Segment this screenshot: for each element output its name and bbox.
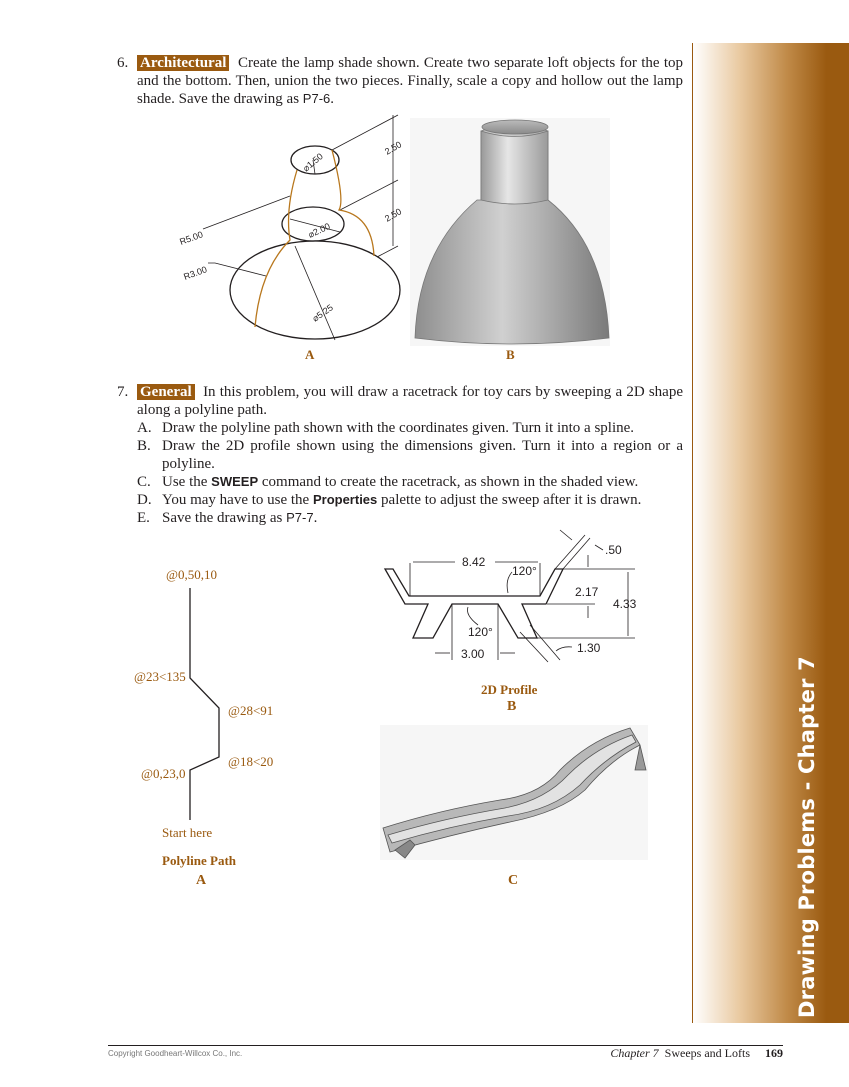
polyline-caption: Polyline Path [162,853,237,868]
problem-7-number: 7. [117,384,129,400]
step-d [137,491,683,509]
coord-label-4: @18<20 [228,754,274,769]
dim-width-842: 8.42 [462,555,486,569]
dim-d200: ⌀2.00 [306,221,332,240]
sidebar-title: Drawing Problems - Chapter 7 [795,656,819,1018]
polyline-path [190,588,219,820]
coord-label-2: @23<135 [134,669,186,684]
dim-height-bottom: 2.50 [383,206,404,224]
problem-6-filename: P7-6 [302,91,331,106]
step-c [137,473,683,491]
problem-6-number: 6. [117,55,129,71]
lampshade-wireframe [203,115,400,340]
problem-7-body: In this problem, you will draw a racetrack for toy cars by sweeping a 2D shape along a polyline path. [137,384,683,418]
step-e-pre: Save the drawing as [162,510,287,526]
step-d-pre: You may have to use the [162,492,313,508]
dim-thickness-050: .50 [605,543,622,557]
step-e [137,509,683,527]
dim-angle-bottom: 120° [468,625,493,639]
step-c-post: command to create the racetrack, as shown in the shaded view. [258,474,639,490]
step-a-text: Draw the polyline path shown with the coordinates given. Turn it into a spline. [162,420,635,436]
dim-d150: ⌀1.50 [300,151,325,174]
dim-r500: R5.00 [178,229,205,247]
dim-height-top: 2.50 [383,139,404,157]
step-b [137,437,683,473]
page-number: 169 [765,1046,783,1060]
figure-7c-label: C [508,873,519,888]
running-footer [610,1046,783,1061]
profile-caption: 2D Profile [481,682,538,697]
problem-6-end: . [330,91,335,107]
step-c-label: C. [137,474,151,490]
problem-7-badge: General [137,384,195,400]
coord-label-5: @0,23,0 [141,766,186,781]
start-here-label: Start here [162,825,213,840]
lampshade-loft-curves [255,150,374,327]
footer-title: Sweeps and Lofts [664,1046,750,1060]
dim-height-433: 4.33 [613,597,637,611]
figure-7a-label: A [196,873,207,888]
step-e-post: . [313,510,318,526]
step-d-post: palette to adjust the sweep after it is drawn. [377,492,642,508]
properties-palette: Properties [312,492,378,507]
step-d-label: D. [137,492,152,508]
copyright: Copyright Goodheart-Willcox Co., Inc. [108,1049,243,1058]
problem-6-body: Create the lamp shade shown. Create two separate loft objects for the top and the bottom. Then, union the two pieces. Finally, scale a copy and hollow out the lamp shade. Save the drawing as [137,55,683,107]
footer-chapter: Chapter 7 [610,1046,659,1060]
sweep-command: SWEEP [211,474,259,489]
dim-angle-top: 120° [512,564,537,578]
figure-7b-label: B [507,699,517,714]
dim-height-217: 2.17 [575,585,599,599]
dim-d525: ⌀5.25 [310,302,335,324]
coord-label-1: @0,50,10 [166,567,217,582]
step-a-label: A. [137,420,152,436]
problem-6-badge: Architectural [137,55,229,71]
step-a [137,419,683,437]
step-b-label: B. [137,438,151,454]
dim-r300: R3.00 [182,264,209,282]
step-e-filename: P7-7 [286,510,314,525]
coord-label-3: @28<91 [228,703,274,718]
dim-130: 1.30 [577,641,601,655]
step-c-pre: Use the [162,474,212,490]
figure-6a-label: A [305,347,315,362]
figure-6b-label: B [506,347,515,362]
step-e-label: E. [137,510,150,526]
dim-width-300: 3.00 [461,647,485,661]
step-b-text: Draw the 2D profile shown using the dimensions given. Turn it into a region or a polyline. [162,438,683,472]
problem-7-text [137,383,683,419]
